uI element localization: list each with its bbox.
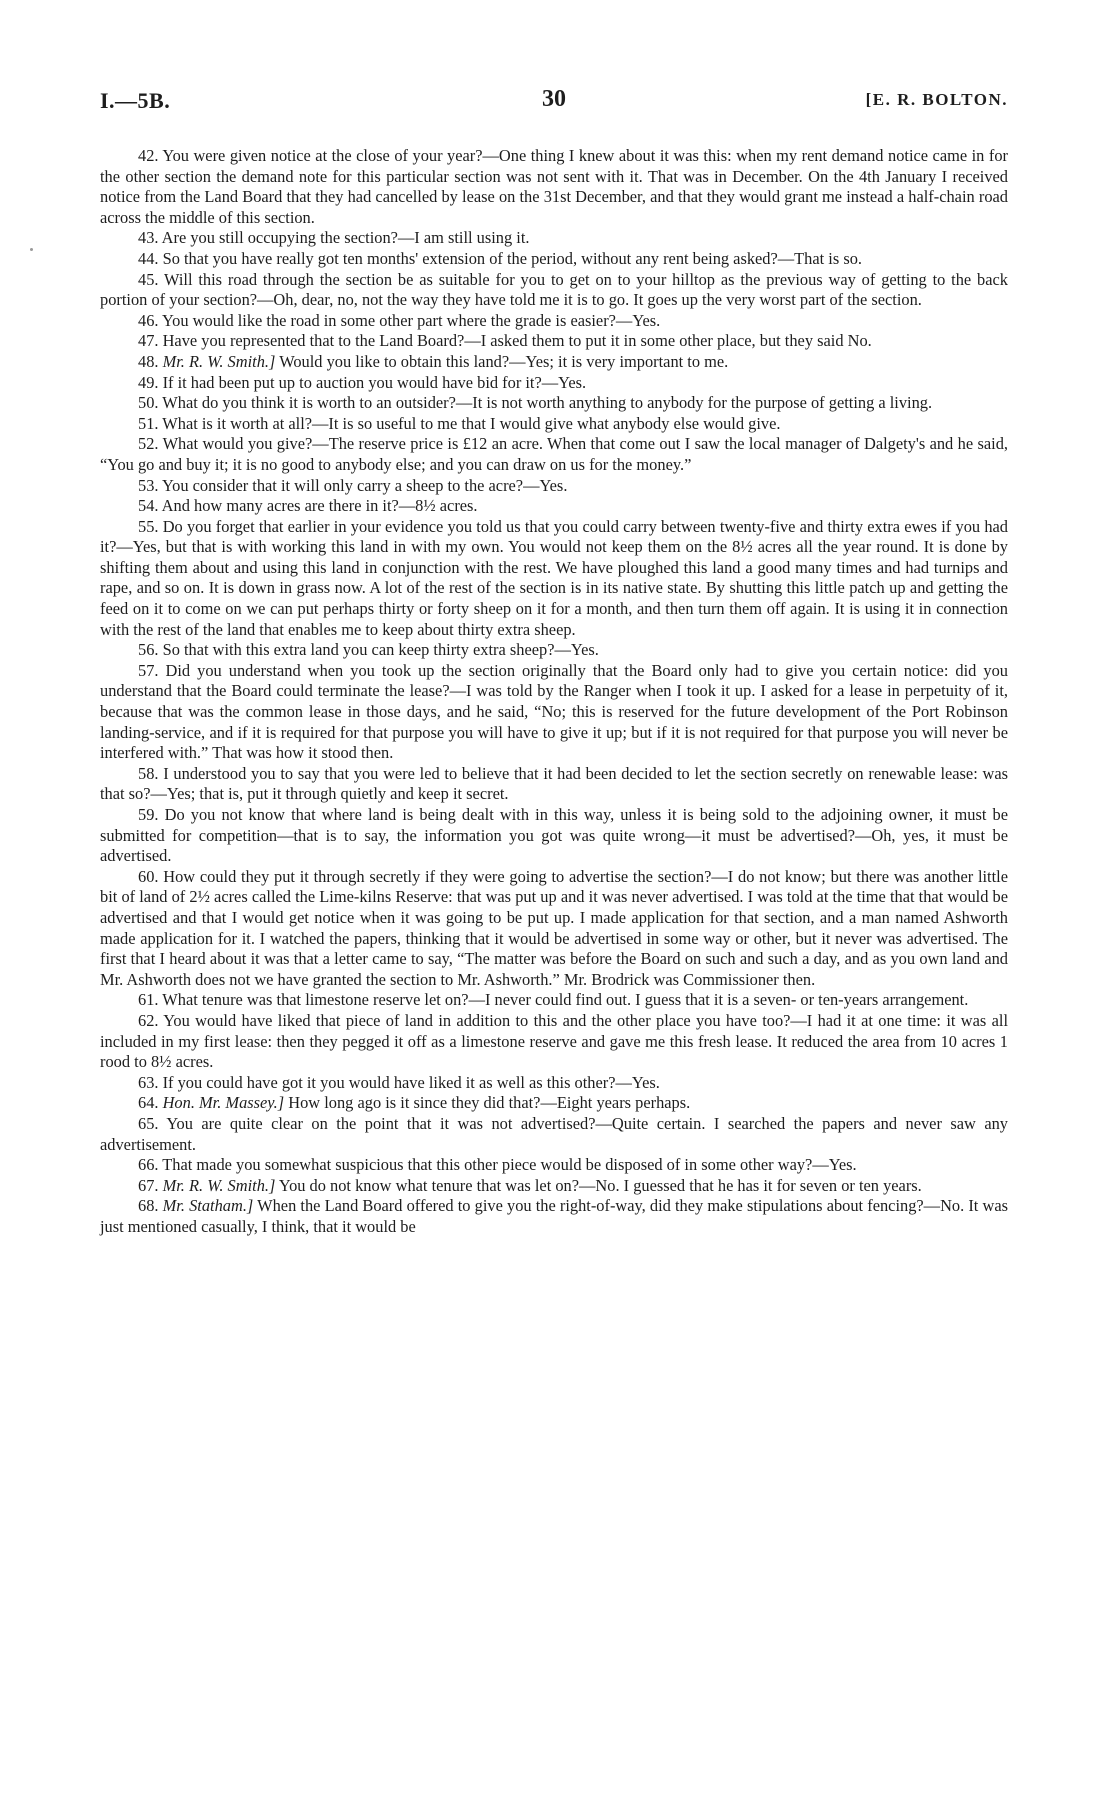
paragraph-text: 53. You consider that it will only carry a sheep to the acre?—Yes. bbox=[138, 475, 568, 495]
testimony-paragraph bbox=[100, 414, 1008, 435]
paragraph-text: 49. If it had been put up to auction you would have bid for it?—Yes. bbox=[138, 372, 587, 392]
testimony-paragraph bbox=[100, 1114, 1008, 1155]
testimony-paragraph bbox=[100, 1093, 1008, 1114]
paragraph-text: 56. So that with this extra land you can keep thirty extra sheep?—Yes. bbox=[138, 640, 599, 660]
paragraph-text: 66. That made you somewhat suspicious that this other piece would be disposed of in some other way?—Yes. bbox=[138, 1155, 857, 1175]
paragraph-text: When the Land Board offered to give you the right-of-way, did they make stipulations about fencing?—No. It was just mentioned casually, I think, that it would be bbox=[100, 1196, 1008, 1236]
testimony-paragraph bbox=[100, 805, 1008, 867]
testimony-paragraph bbox=[100, 331, 1008, 352]
speaker-name: Mr. Statham.] bbox=[162, 1196, 254, 1216]
paragraph-text: 58. I understood you to say that you were led to believe that it had been decided to let the section secretly on renewable lease: was that so?—Yes; that is, put it through quietly and keep it secret. bbox=[100, 763, 1008, 804]
question-number: 64. bbox=[138, 1093, 163, 1113]
testimony-paragraph bbox=[100, 228, 1008, 249]
paragraph-text: Would you like to obtain this land?—Yes; it is very important to me. bbox=[279, 351, 729, 371]
speaker-name: Hon. Mr. Massey.] bbox=[162, 1093, 285, 1113]
testimony-paragraph bbox=[100, 496, 1008, 517]
testimony-paragraph bbox=[100, 352, 1008, 373]
question-number: 68. bbox=[138, 1196, 163, 1216]
paragraph-text: 63. If you could have got it you would have liked it as well as this other?—Yes. bbox=[138, 1072, 660, 1092]
testimony-paragraph bbox=[100, 311, 1008, 332]
testimony-paragraph bbox=[100, 517, 1008, 641]
paragraph-text: 44. So that you have really got ten months' extension of the period, without any rent being asked?—That is so. bbox=[138, 248, 862, 268]
speaker-name: Mr. R. W. Smith.] bbox=[162, 1175, 276, 1195]
paragraph-text: How long ago is it since they did that?—Eight years perhaps. bbox=[288, 1093, 691, 1113]
paragraph-text: You do not know what tenure that was let on?—No. I guessed that he has it for seven or ten years. bbox=[278, 1175, 922, 1195]
testimony-paragraph bbox=[100, 764, 1008, 805]
testimony-paragraph bbox=[100, 661, 1008, 764]
paragraph-text: 46. You would like the road in some other part where the grade is easier?—Yes. bbox=[138, 310, 661, 330]
question-number: 48. bbox=[138, 351, 163, 371]
paragraph-text: 43. Are you still occupying the section?—I am still using it. bbox=[138, 228, 530, 248]
testimony-paragraph bbox=[100, 393, 1008, 414]
testimony-paragraph bbox=[100, 373, 1008, 394]
testimony-paragraph bbox=[100, 434, 1008, 475]
testimony-paragraph bbox=[100, 476, 1008, 497]
testimony-body bbox=[100, 146, 1008, 1237]
document-reference: I.—5B. bbox=[100, 88, 171, 113]
paragraph-text: 62. You would have liked that piece of land in addition to this and the other place you have too?—I had it at one time: it was all included in my first lease: then they pegged it off as a limestone reserve and gave me this fresh lease. It reduced the area from 10 acres 1 rood to 8½ acres. bbox=[100, 1010, 1008, 1072]
witness-name: [E. R. BOLTON. bbox=[865, 90, 1008, 109]
paragraph-text: 61. What tenure was that limestone reserve let on?—I never could find out. I guess that it is a seven- or ten-years arrangement. bbox=[138, 990, 969, 1010]
testimony-paragraph bbox=[100, 1011, 1008, 1073]
testimony-paragraph bbox=[100, 640, 1008, 661]
paragraph-text: 65. You are quite clear on the point that it was not advertised?—Quite certain. I searched the papers and never saw any advertisement. bbox=[100, 1113, 1008, 1154]
paragraph-text: 52. What would you give?—The reserve price is £12 an acre. When that come out I saw the local manager of Dalgety's and he said, “You go and buy it; it is no good to anybody else; and you can draw on us for the money.” bbox=[100, 434, 1008, 474]
paragraph-text: 57. Did you understand when you took up the section originally that the Board only had to give you certain notice: did you understand that the Board could terminate the lease?—I was told by the Ranger when I took it up. I asked for a lease in perpetuity of it, because that was the common lease in those days, and he said, “No; this is reserved for the future development of the Port Robinson landing-service, and if it is required for that purpose you will have to give it up; but if it is not required for that purpose you will never be interfered with.” That was how it stood then. bbox=[100, 660, 1008, 763]
page-header bbox=[100, 88, 1008, 118]
testimony-paragraph bbox=[100, 1176, 1008, 1197]
testimony-paragraph bbox=[100, 270, 1008, 311]
paragraph-text: 51. What is it worth at all?—It is so useful to me that I would give what anybody else would give. bbox=[138, 413, 781, 433]
margin-mark bbox=[30, 248, 33, 251]
paragraph-text: 60. How could they put it through secretly if they were going to advertise the section?—I do not know; but there was another little bit of land of 2½ acres called the Lime-kilns Reserve: that was put up and it was never advertised. I was told at the time that that would be advertised and that I would get notice when it was going to be put up. I made application for that section, and a man named Ashworth made application for it. I watched the papers, thinking that it would be advertised in some way or other, but it never was advertised. The first that I heard about it was that a letter came to say, “The matter was before the Board on such and such a day, and as you own land and Mr. Ashworth does not we have granted the section to Mr. Ashworth.” Mr. Brodrick was Commissioner then. bbox=[100, 866, 1008, 989]
testimony-paragraph bbox=[100, 990, 1008, 1011]
testimony-paragraph bbox=[100, 867, 1008, 991]
question-number: 67. bbox=[138, 1175, 163, 1195]
paragraph-text: 55. Do you forget that earlier in your evidence you told us that you could carry between twenty-five and thirty extra ewes if you had it?—Yes, but that is with working this land in with my own. You would not keep them on the 8½ acres all the year round. It is done by shifting them about and using this land in conjunction with the rest. We have ploughed this land a good many times and had turnips and rape, and so on. It is down in grass now. A lot of the rest of the section is in its native state. By shutting this little patch up and getting the feed on it to come on we can put perhaps thirty or forty sheep on it for a month, and then turn them off again. It is using it in connection with the rest of the land that enables me to keep about thirty extra sheep. bbox=[100, 516, 1008, 639]
testimony-paragraph bbox=[100, 1196, 1008, 1237]
paragraph-text: 50. What do you think it is worth to an outsider?—It is not worth anything to anybody for the purpose of getting a living. bbox=[138, 393, 933, 413]
testimony-paragraph bbox=[100, 1155, 1008, 1176]
page-number: 30 bbox=[542, 86, 566, 112]
testimony-paragraph bbox=[100, 146, 1008, 228]
paragraph-text: 47. Have you represented that to the Land Board?—I asked them to put it in some other place, but they said No. bbox=[138, 331, 872, 351]
paragraph-text: 45. Will this road through the section be as suitable for you to get on to your hilltop as the previous way of getting to the back portion of your section?—Oh, dear, no, not the way they have told me it is to go. It goes up the very worst part of the section. bbox=[100, 269, 1008, 310]
paragraph-text: 59. Do you not know that where land is being dealt with in this way, unless it is being sold to the adjoining owner, it must be submitted for competition—that is to say, the information you got was quite wrong—it must be advertised?—Oh, yes, it must be advertised. bbox=[100, 805, 1008, 866]
testimony-paragraph bbox=[100, 249, 1008, 270]
paragraph-text: 54. And how many acres are there in it?—8½ acres. bbox=[138, 496, 478, 516]
paragraph-text: 42. You were given notice at the close of your year?—One thing I knew about it was this: when my rent demand notice came in for the other section the demand note for this particular section was not sent with it. That was in December. On the 4th January I received notice from the Land Board that they had cancelled by lease on the 31st December, and that they would grant me instead a half-chain road across the middle of this section. bbox=[100, 146, 1008, 227]
speaker-name: Mr. R. W. Smith.] bbox=[162, 351, 276, 371]
testimony-paragraph bbox=[100, 1073, 1008, 1094]
